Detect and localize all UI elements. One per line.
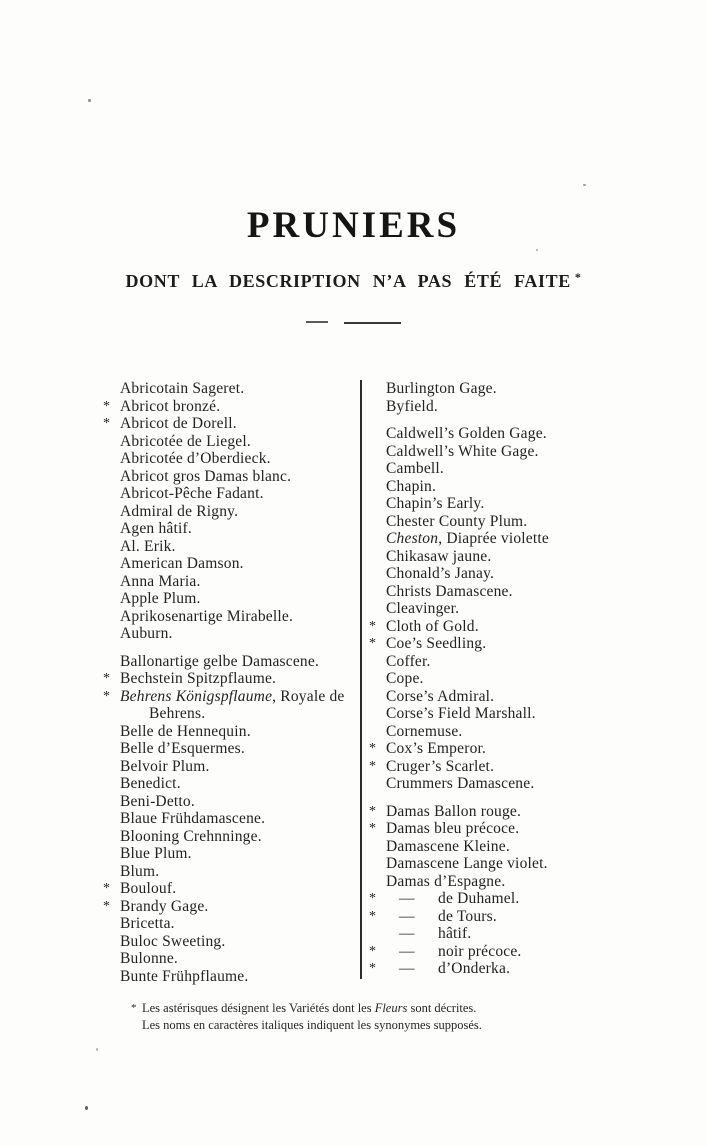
list-item	[369, 635, 619, 653]
star-gutter	[369, 855, 386, 873]
variety-name: Cleavinger.	[386, 600, 460, 617]
star-gutter	[103, 793, 120, 811]
rule-long-segment	[344, 322, 401, 324]
star-gutter	[103, 758, 120, 776]
star-gutter	[103, 740, 120, 758]
list-item	[103, 793, 360, 811]
asterisk-marker: *	[369, 803, 377, 819]
variety-name: Damas d’Espagne.	[386, 872, 506, 890]
list-item	[369, 740, 619, 758]
variety-name: Bulonne.	[120, 950, 178, 967]
variety-name: Abricotée de Liegel.	[120, 432, 251, 450]
list-item	[369, 943, 619, 961]
list-item	[103, 468, 360, 486]
variety-name: Damascene Kleine.	[386, 837, 510, 855]
list-item	[103, 723, 360, 741]
star-gutter	[369, 548, 386, 566]
variety-name: Blooning Crehnninge.	[120, 827, 262, 845]
ditto-dash: —	[399, 890, 414, 907]
list-item	[369, 548, 619, 566]
list-item	[103, 485, 360, 503]
list-item	[103, 968, 360, 986]
list-item	[103, 740, 360, 758]
variety-name: Brandy Gage.	[120, 897, 209, 915]
ditto-dash: —	[399, 907, 414, 925]
variety-name: Coe’s Seedling.	[386, 635, 487, 652]
star-gutter	[103, 968, 120, 986]
list-item	[369, 723, 619, 741]
star-gutter	[103, 520, 120, 538]
star-gutter	[103, 450, 120, 468]
star-gutter	[369, 670, 386, 688]
ditto-dash: —	[399, 925, 414, 942]
list-item	[369, 908, 619, 926]
list-item	[369, 653, 619, 671]
list-item	[103, 898, 360, 916]
scan-speck	[536, 249, 538, 251]
list-item	[103, 915, 360, 933]
list-item	[103, 590, 360, 608]
variety-name: Chonald’s Janay.	[386, 565, 495, 582]
footnote-line-2: Les noms en caractères italiques indiquent les synonymes supposés.	[142, 1017, 482, 1032]
variety-name: Abricotée d’Oberdieck.	[120, 450, 271, 467]
list-item	[103, 758, 360, 776]
footnote-text-1	[142, 1000, 476, 1017]
list-item	[103, 573, 360, 591]
variety-name: Auburn.	[120, 625, 173, 642]
asterisk-marker: *	[369, 821, 377, 836]
variety-name: hâtif.	[438, 925, 472, 942]
variety-name: noir précoce.	[438, 942, 522, 960]
variety-name: de Duhamel.	[438, 890, 520, 907]
variety-name: Chapin’s Early.	[386, 495, 485, 512]
variety-name: Bunte Frühpflaume.	[120, 967, 249, 985]
list-item	[369, 855, 619, 873]
star-gutter	[103, 625, 120, 643]
star-gutter	[369, 478, 386, 496]
variety-list	[103, 380, 619, 985]
star-gutter	[103, 573, 120, 591]
subtitle-text: DONT LA DESCRIPTION N’A PAS ÉTÉ FAITE	[125, 271, 571, 291]
list-item	[369, 618, 619, 636]
list-item	[369, 478, 619, 496]
variety-name: Damas bleu précoce.	[386, 820, 520, 837]
variety-name: Blue Plum.	[120, 845, 192, 862]
footnote-line-1	[131, 1000, 611, 1017]
variety-name: Chikasaw jaune.	[386, 547, 492, 565]
list-item	[369, 688, 619, 706]
star-gutter	[103, 538, 120, 556]
star-gutter	[103, 863, 120, 881]
variety-name: Blaue Frühdamascene.	[120, 810, 266, 827]
variety-name: Cornemuse.	[386, 722, 463, 740]
scan-speck	[88, 99, 91, 102]
variety-name: Damas Ballon rouge.	[386, 802, 522, 820]
star-gutter	[103, 810, 120, 828]
list-item	[103, 688, 360, 706]
variety-name: Beni-Detto.	[120, 792, 195, 810]
list-item	[369, 530, 619, 548]
footnote-text-post: sont décrites.	[407, 1001, 477, 1015]
asterisk-marker: *	[103, 881, 111, 896]
variety-name: de Tours.	[438, 907, 497, 925]
star-gutter	[103, 723, 120, 741]
variety-name: Anna Maria.	[120, 572, 201, 590]
star-gutter	[369, 838, 386, 856]
variety-name: Corse’s Admiral.	[386, 687, 495, 705]
list-item	[103, 433, 360, 451]
variety-name: Cope.	[386, 670, 424, 687]
list-item	[103, 520, 360, 538]
asterisk-marker: *	[369, 636, 377, 651]
star-gutter	[103, 555, 120, 573]
list-item	[369, 425, 619, 443]
ditto-dash: —	[399, 942, 414, 960]
list-item	[103, 555, 360, 573]
list-item	[103, 503, 360, 521]
page-subtitle	[0, 270, 707, 292]
list-item	[369, 513, 619, 531]
list-item	[103, 950, 360, 968]
list-item	[369, 583, 619, 601]
star-gutter	[103, 775, 120, 793]
variety-name: Chester County Plum.	[386, 512, 528, 530]
star-gutter	[103, 608, 120, 626]
variety-name: Caldwell’s Golden Gage.	[386, 425, 547, 442]
star-gutter	[103, 915, 120, 933]
column-left	[103, 380, 360, 985]
variety-name: Behrens.	[149, 705, 206, 722]
variety-name: Admiral de Rigny.	[120, 502, 239, 520]
subtitle-asterisk: *	[574, 270, 582, 284]
variety-name: Abricotain Sageret.	[120, 380, 245, 397]
star-gutter	[103, 653, 120, 671]
variety-name: Belle de Hennequin.	[120, 722, 251, 740]
star-gutter	[369, 600, 386, 618]
variety-name: Abricot de Dorell.	[120, 415, 237, 432]
list-item	[103, 828, 360, 846]
variety-name: Apple Plum.	[120, 590, 201, 607]
star-gutter	[103, 468, 120, 486]
list-item	[369, 873, 619, 891]
star-gutter	[369, 495, 386, 513]
variety-name: Belle d’Esquermes.	[120, 740, 245, 757]
footnote	[131, 1000, 611, 1033]
list-item	[369, 890, 619, 908]
star-gutter	[103, 433, 120, 451]
star-gutter	[103, 485, 120, 503]
list-item	[103, 845, 360, 863]
star-gutter	[369, 530, 386, 548]
variety-name: Buloc Sweeting.	[120, 932, 226, 950]
list-item	[103, 810, 360, 828]
asterisk-marker: *	[103, 671, 111, 686]
star-gutter	[369, 443, 386, 461]
variety-name: Christs Damascene.	[386, 582, 513, 600]
variety-name: Abricot gros Damas blanc.	[120, 467, 292, 485]
list-item	[369, 803, 619, 821]
list-item	[369, 460, 619, 478]
variety-name: Ballonartige gelbe Damascene.	[120, 652, 320, 670]
variety-name: Cambell.	[386, 460, 444, 477]
star-gutter	[103, 503, 120, 521]
list-item	[369, 565, 619, 583]
list-item	[103, 880, 360, 898]
star-gutter	[103, 705, 120, 723]
page-title: PRUNIERS	[246, 205, 461, 246]
variety-name: Chapin.	[386, 477, 437, 495]
star-gutter	[369, 513, 386, 531]
list-item	[369, 380, 619, 398]
ditto-dash: —	[399, 960, 414, 977]
star-gutter	[369, 583, 386, 601]
column-right	[362, 380, 619, 985]
star-gutter	[369, 565, 386, 583]
list-item	[369, 398, 619, 416]
variety-name: Damascene Lange violet.	[386, 855, 548, 872]
decorative-rule	[0, 322, 707, 324]
variety-name: Blum.	[120, 862, 160, 880]
variety-name: American Damson.	[120, 555, 244, 572]
list-item	[103, 538, 360, 556]
variety-name: Cox’s Emperor.	[386, 740, 487, 757]
star-gutter	[369, 398, 386, 416]
star-gutter	[369, 460, 386, 478]
scan-speck	[583, 184, 586, 186]
list-item	[369, 495, 619, 513]
variety-name: Corse’s Field Marshall.	[386, 705, 536, 722]
star-gutter	[369, 705, 386, 723]
scan-speck	[96, 1048, 98, 1051]
list-item	[103, 398, 360, 416]
asterisk-marker: *	[369, 943, 377, 959]
asterisk-marker: *	[369, 758, 377, 774]
list-item	[369, 775, 619, 793]
list-item	[103, 415, 360, 433]
asterisk-marker: *	[103, 416, 111, 431]
variety-name: Abricot-Pêche Fadant.	[120, 485, 264, 502]
variety-name: Caldwell’s White Gage.	[386, 442, 539, 460]
variety-name: Coffer.	[386, 652, 431, 670]
asterisk-marker: *	[369, 891, 377, 906]
asterisk-marker: *	[103, 398, 111, 414]
list-item	[103, 775, 360, 793]
list-item	[103, 705, 360, 723]
asterisk-marker: *	[103, 898, 111, 914]
star-gutter	[369, 425, 386, 443]
footnote-asterisk: *	[131, 1002, 137, 1014]
star-gutter	[103, 950, 120, 968]
asterisk-marker: *	[369, 961, 377, 976]
list-item	[103, 863, 360, 881]
footnote-text-italic: Fleurs	[374, 1001, 408, 1015]
rule-short-segment	[306, 321, 328, 323]
star-gutter	[369, 723, 386, 741]
list-item	[369, 705, 619, 723]
list-item	[103, 625, 360, 643]
star-gutter	[103, 828, 120, 846]
star-gutter	[369, 653, 386, 671]
asterisk-marker: *	[369, 741, 377, 756]
variety-name: Cruger’s Scarlet.	[386, 757, 495, 775]
star-gutter	[369, 873, 386, 891]
variety-name: Cheston, Diaprée violette	[386, 530, 549, 547]
variety-name: Cloth of Gold.	[386, 617, 479, 635]
footnote-text-pre: Les astérisques désignent les Variétés dont les	[142, 1001, 375, 1015]
list-item	[103, 608, 360, 626]
list-item	[103, 933, 360, 951]
variety-name: Belvoir Plum.	[120, 757, 210, 775]
variety-name: Byfield.	[386, 397, 438, 415]
list-item	[369, 758, 619, 776]
variety-name: Behrens Königspflaume, Royale de	[120, 687, 345, 705]
star-gutter	[103, 933, 120, 951]
star-gutter	[369, 688, 386, 706]
variety-name: Abricot bronzé.	[120, 397, 221, 415]
variety-name: Boulouf.	[120, 880, 177, 897]
star-gutter	[103, 590, 120, 608]
star-gutter	[103, 845, 120, 863]
star-gutter	[369, 925, 386, 943]
asterisk-marker: *	[369, 908, 377, 924]
list-item	[369, 820, 619, 838]
variety-name: Aprikosenartige Mirabelle.	[120, 607, 294, 625]
variety-name: Agen hâtif.	[120, 520, 192, 537]
asterisk-marker: *	[103, 688, 111, 704]
list-item	[103, 670, 360, 688]
list-item	[369, 670, 619, 688]
variety-name: Benedict.	[120, 775, 181, 792]
asterisk-marker: *	[369, 618, 377, 634]
list-item	[103, 380, 360, 398]
list-item	[103, 653, 360, 671]
list-item	[369, 443, 619, 461]
star-gutter	[369, 380, 386, 398]
variety-name: Burlington Gage.	[386, 380, 497, 397]
list-item	[369, 925, 619, 943]
variety-name: Bechstein Spitzpflaume.	[120, 670, 277, 687]
scan-speck	[85, 1106, 88, 1110]
variety-name: Al. Erik.	[120, 537, 176, 555]
list-item	[369, 960, 619, 978]
star-gutter	[369, 775, 386, 793]
star-gutter	[103, 380, 120, 398]
variety-name: d’Onderka.	[438, 960, 511, 977]
list-item	[103, 450, 360, 468]
list-item	[369, 838, 619, 856]
variety-name: Crummers Damascene.	[386, 775, 535, 792]
list-item	[369, 600, 619, 618]
variety-name: Bricetta.	[120, 915, 175, 932]
